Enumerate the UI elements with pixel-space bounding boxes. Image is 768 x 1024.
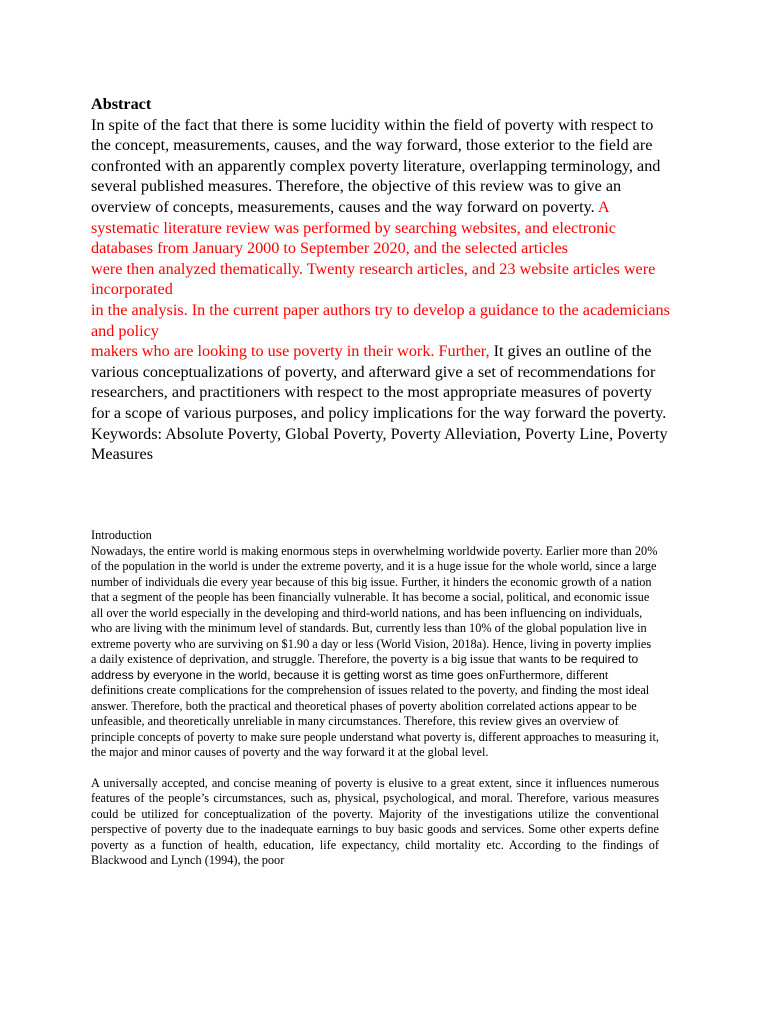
- keywords: Keywords: Absolute Poverty, Global Poverty, Poverty Alleviation, Poverty Line, Poverty Measures: [91, 424, 668, 464]
- intro-text-b: onFurthermore, different definitions create complications for the comprehension of issues related to the poverty, and finding the most ideal answer. Therefore, both the practical and theoretical phases of poverty abolition correlated actions appear to be unfeasible, and theoretically unreliable in many circumstances. Therefore, this review gives an overview of principle concepts of poverty to make sure people understand what poverty is, different approaches to measuring it, the major and minor causes of poverty and the way forward it at the global level.: [91, 667, 659, 759]
- abstract-body: [91, 115, 671, 424]
- abstract-highlight-2: were then analyzed thematically. Twenty research articles, and 23 website articles were incorporated: [91, 259, 656, 299]
- intro-text-a: Nowadays, the entire world is making enormous steps in overwhelming worldwide poverty. Earlier more than 20% of the population in the world is under the extreme poverty, and it is a huge issue for the whole world, since a large number of individuals die every year because of this big issue. Further, it hinders the economic growth of a nation that a segment of the people has been financially vulnerable. It has become a social, political, and economic issue all over the world especially in the developing and third-world nations, and has been influencing on individuals, who are living with the minimum level of standards. But, currently less than 10% of the global population live in extreme poverty who are surviving on $1.90 a day or less (World Vision, 2018a). Hence, living in poverty implies a daily existence of deprivation, and struggle. Therefore, the poverty is a big issue that wants: [91, 543, 658, 666]
- abstract-highlight-4: makers who are looking to use poverty in their work. Further,: [91, 342, 490, 361]
- abstract-intro-text: In spite of the fact that there is some lucidity within the field of poverty with respect to the concept, measurements, causes, and the way forward, those exterior to the field are confronted with an apparently complex poverty literature, overlapping terminology, and several published measures. Therefore, the objective of this review was to give an overview of concepts, measurements, causes and the way forward on poverty.: [91, 115, 661, 216]
- introduction-heading: Introduction: [91, 528, 152, 542]
- abstract-outro-text: It gives an outline of the various conceptualizations of poverty, and afterward give a set of recommendations for researchers, and practitioners with respect to the most appropriate measures of poverty for a scope of various purposes, and policy implications for the way forward the poverty.: [91, 342, 667, 422]
- abstract-highlight-1: A systematic literature review was performed by searching websites, and electronic databases from January 2000 to September 2020, and the selected articles: [91, 197, 616, 258]
- intro-text-sans: to be required to address by everyone in the world, because it is getting worst as time goes: [91, 652, 639, 682]
- abstract-heading: Abstract: [91, 95, 152, 113]
- introduction-paragraph-1: [91, 544, 659, 761]
- introduction-paragraph-2: A universally accepted, and concise meaning of poverty is elusive to a great extent, since it influences numerous features of the people’s circumstances, such as, physical, psychological, and moral. Therefore, various measures could be utilized for conceptualization of the poverty. Majority of the investigations utilize the conventional perspective of poverty due to the inadequate earnings to buy basic goods and services. Some other experts define poverty as a function of health, education, life expectancy, child mortality etc. According to the findings of Blackwood and Lynch (1994), the poor: [91, 775, 659, 867]
- abstract-section: [91, 94, 671, 465]
- abstract-highlight-3: in the analysis. In the current paper authors try to develop a guidance to the academicians and policy: [91, 300, 670, 340]
- introduction-section: [91, 528, 659, 869]
